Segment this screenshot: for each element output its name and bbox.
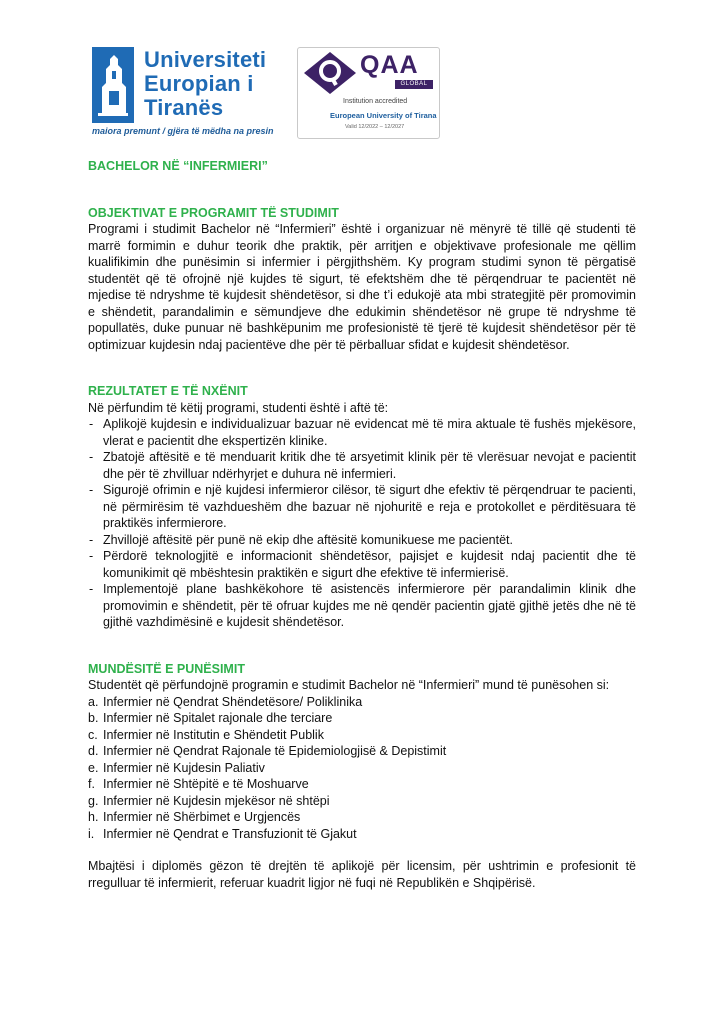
university-name-line: Universiteti [144, 47, 267, 72]
employment-heading: MUNDËSITË E PUNËSIMIT [88, 661, 245, 676]
list-item [88, 793, 636, 810]
list-item [88, 710, 636, 727]
outcomes-intro: Në përfundim të këtij programi, studenti është i aftë të: [88, 400, 389, 415]
qaa-accreditation-badge [297, 47, 440, 139]
qaa-accredited-text: Institution accredited [343, 98, 408, 105]
list-marker: i. [88, 826, 95, 841]
list-marker: d. [88, 744, 99, 758]
page-title: BACHELOR NË “INFERMIERI” [88, 159, 268, 173]
list-item-text: Infermier në Qendrat e Transfuzionit të Gjakut [103, 826, 357, 841]
list-marker: h. [88, 810, 99, 824]
university-name-line: Tiranës [144, 95, 224, 120]
closing-paragraph: Mbajtësi i diplomës gëzon të drejtën të aplikojë për licensim, për ushtrimin e profesionit të rregulluar të infermierit, referuar kuadrit ligjor në fuqi në Republikën e Shqipërisë. [88, 859, 636, 890]
list-item-text: Infermier në Institutin e Shëndetit Publik [103, 727, 324, 742]
list-item-text: Infermier në Kujdesin Paliativ [103, 760, 265, 775]
list-marker: a. [88, 694, 99, 709]
objectives-heading: OBJEKTIVAT E PROGRAMIT TË STUDIMIT [88, 205, 339, 220]
list-item [88, 760, 636, 777]
objectives-section [88, 205, 636, 354]
list-item-text: Infermier në Qendrat Shëndetësore/ Poliklinika [103, 694, 363, 709]
list-item: - Përdorë teknologjitë e informacionit shëndetësor, pajisjet e kujdesit ndaj pacientit dhe të komunikimit që mbështesin praktikën e sigurt dhe efektive të infermierisë. [88, 548, 636, 581]
list-marker: c. [88, 727, 98, 742]
list-item [88, 694, 636, 711]
qaa-emblem-icon [302, 50, 358, 96]
university-name-line: Europian i [144, 71, 254, 96]
list-item: - Zhvillojë aftësitë për punë në ekip dhe aftësitë komunikuese me pacientët. [88, 532, 636, 549]
list-item: - Zbatojë aftësitë e të menduarit kritik dhe të arsyetimit klinik për të vlerësuar nevojat e pacientit dhe për të zhvilluar ndërhyrjet e duhura në infermieri. [88, 449, 636, 482]
employment-intro: Studentët që përfundojnë programin e studimit Bachelor në “Infermieri” mund të punësohen si: [88, 678, 610, 692]
outcomes-heading: REZULTATET E TË NXËNIT [88, 384, 248, 398]
qaa-institution-name: European University of Tirana [330, 111, 437, 120]
list-item: - Sigurojë ofrimin e një kujdesi infermieror cilësor, të sigurt dhe efektiv të përqendruar te pacienti, në përmirësim të vazhdueshëm dhe bazuar në njohuritë e reja e protokollet e përditësuara të praktikës infermierore. [88, 482, 636, 532]
outcomes-list [88, 416, 636, 631]
list-item: - Aplikojë kujdesin e individualizuar bazuar në evidencat më të mira aktuale të fushës mjekësore, vlerat e pacientit dhe ekspertizën klinike. [88, 416, 636, 449]
list-item [88, 743, 636, 760]
employment-list [88, 694, 636, 843]
qaa-wordmark: QAA [360, 51, 419, 79]
list-marker: f. [88, 777, 95, 791]
list-marker: g. [88, 793, 99, 808]
list-item-text: Infermier në Shërbimet e Urgjencës [103, 810, 301, 824]
list-marker: b. [88, 711, 99, 725]
list-marker: e. [88, 760, 99, 775]
list-item-text: Infermier në Shtëpitë e të Moshuarve [103, 777, 309, 791]
qaa-global-tag: GLOBAL [395, 80, 433, 89]
list-item [88, 727, 636, 744]
outcomes-section [88, 383, 636, 631]
university-name [144, 48, 266, 120]
university-emblem-icon [92, 47, 134, 123]
document-body [88, 158, 636, 891]
list-item-text: Infermier në Spitalet rajonale dhe terciare [103, 711, 333, 725]
list-item-text: Infermier në Kujdesin mjekësor në shtëpi [103, 793, 330, 808]
employment-section [88, 661, 636, 892]
objectives-paragraph: Programi i studimit Bachelor në “Infermieri” është i organizuar në mënyrë të tillë që studenti të marrë formimin e duhur teorik dhe praktik, për arritjen e objektivave profesionale me qëllim kualifikimin dhe punësimin si infermier i përgjithshëm. Ky program studimi synon të përgatisë studentët që të ofrojnë një kujdes të sigurt, të efektshëm dhe të përqendruar te pacientët në mjedise të ndryshme të kujdesit shëndetësor, si dhe t’i edukojë ata mbi strategjitë për promovimin e shëndetit, parandalimin e sëmundjeve dhe edukimin shëndetësor në grupe të ndryshme të popullatës, duke punuar në bashkëpunim me profesionistë të tjerë të kujdesit shëndetësor për të optimizuar kujdesin ndaj pacientëve dhe për të përballuar sfidat e kujdesit shëndetësor. [88, 222, 636, 352]
list-item-text: Infermier në Qendrat Rajonale të Epidemiologjisë & Depistimit [103, 744, 447, 758]
list-item [88, 776, 636, 793]
list-item [88, 826, 636, 843]
list-item: - Implementojë plane bashkëkohore të asistencës infermierore për parandalimin klinik dhe promovimin e shëndetit, për të ofruar kujdes me në qendër pacientin gjatë gjithë jetës dhe në të gjithë vazhdimësinë e kujdesit shëndetësor. [88, 581, 636, 631]
university-motto: maiora premunt / gjëra të mëdha na presin [92, 126, 274, 136]
university-logo [92, 47, 274, 139]
qaa-validity: Valid 12/2022 – 12/2027 [345, 124, 405, 130]
list-item [88, 809, 636, 826]
